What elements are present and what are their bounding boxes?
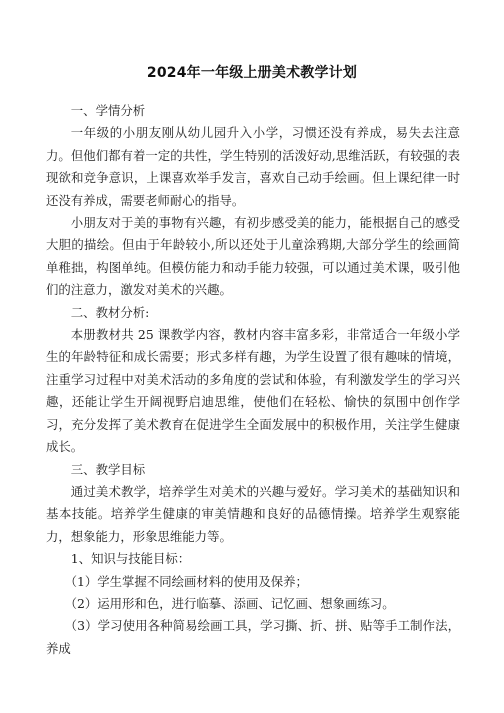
list-item: （3）学习使用各种简易绘画工具，学习撕、折、拼、贴等手工制作法，养成: [46, 618, 460, 656]
section-heading-student-analysis: 一、学情分析: [70, 103, 146, 118]
paragraph: 小朋友对于美的事物有兴趣，有初步感受美的能力，能根据自己的感受大胆的描绘。但由于年龄较小,所以还处于儿童涂鸦期,大部分学生的绘画简单稚拙，构图单纯。但模仿能力和动手能力较强，可以通过美术课，吸引他们的注意力，激发对美术的兴趣。: [46, 215, 460, 298]
document-body: [46, 100, 460, 660]
list-item: （2）运用形和色，进行临摹、添画、记忆画、想象画练习。: [64, 595, 395, 611]
section-heading-textbook-analysis: 二、教材分析:: [70, 304, 150, 320]
section-heading-teaching-goals: 三、教学目标: [70, 461, 146, 477]
list-item: （1）学生掌握不同绘画材料的使用及保养；: [64, 573, 308, 589]
paragraph: 一年级的小朋友刚从幼儿园升入小学，习惯还没有养成，易失去注意力。但他们都有着一定的共性，学生特别的活泼好动,思维活跃，有较强的表现欲和竞争意识，上课喜欢举手发言，喜欢自己动手绘画。但上课纪律一时还没有养成，需要老师耐心的指导。: [46, 125, 460, 208]
paragraph: 本册教材共 25 课教学内容，教材内容丰富多彩，非常适合一年级小学生的年龄特征和成长需要；形式多样有趣，为学生设置了很有趣味的情境，注重学习过程中对美术活动的多角度的尝试和体验，有利激发学生的学习兴趣，还能让学生开阔视野启迪思维，使他们在轻松、愉快的氛围中创作学习，充分发挥了美术教育在促进学生全面发展中的积极作用，关注学生健康成长。: [46, 327, 460, 455]
paragraph: 通过美术教学，培养学生对美术的兴趣与爱好。学习美术的基础知识和基本技能。培养学生健康的审美情趣和良好的品德情操。培养学生观察能力，想象能力，形象思维能力等。: [46, 483, 460, 544]
document-title: 2024年一年级上册美术教学计划: [146, 65, 358, 81]
subheading-knowledge-skills: 1、知识与技能目标：: [70, 551, 191, 567]
